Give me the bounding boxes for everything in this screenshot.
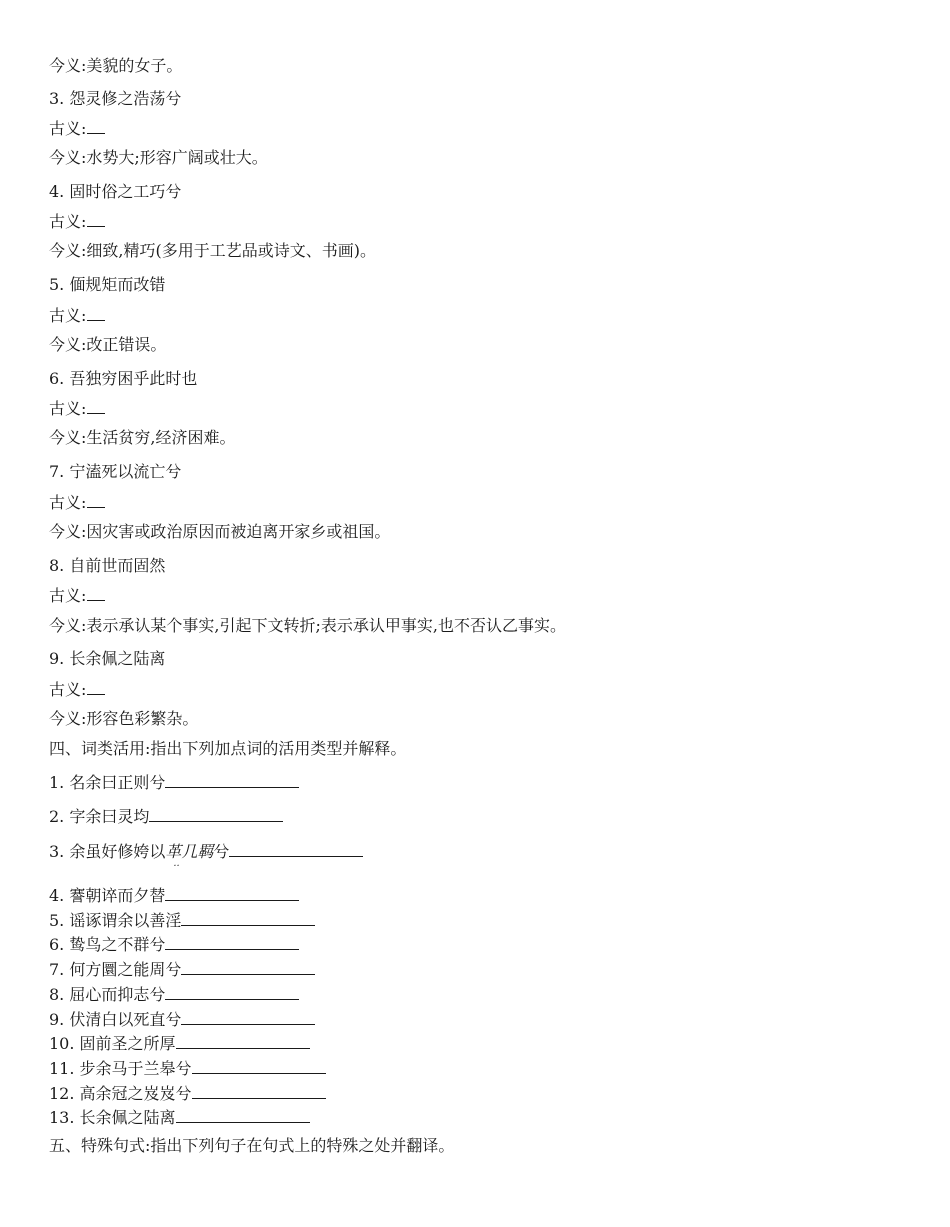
line-text: 古义:: [49, 586, 87, 605]
modern-meaning-line: [49, 241, 376, 261]
line-text: 古义:: [49, 306, 87, 325]
line-text: 1. 名余曰正则兮: [49, 773, 166, 792]
modern-meaning-line: [49, 335, 166, 355]
emphasis-dots: ··: [173, 861, 180, 872]
question-item: [49, 773, 299, 793]
line-text: 8. 自前世而固然: [49, 556, 166, 575]
question-item: [49, 985, 299, 1005]
line-text: 9. 长余佩之陆离: [49, 649, 166, 668]
question-item: [49, 89, 181, 109]
question-item: [49, 1010, 315, 1030]
answer-blank[interactable]: [229, 842, 363, 857]
ancient-meaning-line: [49, 586, 105, 606]
question-item: [49, 1108, 310, 1128]
question-item: [49, 911, 315, 931]
answer-blank[interactable]: [165, 935, 299, 950]
line-text: 五、特殊句式:指出下列句子在句式上的特殊之处并翻译。: [49, 1136, 455, 1155]
line-text: 四、词类活用:指出下列加点词的活用类型并解释。: [49, 739, 407, 758]
question-item: [49, 842, 363, 872]
answer-blank[interactable]: [165, 985, 299, 1000]
line-text: 8. 屈心而抑志兮: [49, 985, 166, 1004]
modern-meaning-line: [49, 56, 182, 76]
ancient-meaning-line: [49, 680, 105, 700]
answer-blank[interactable]: [176, 1108, 310, 1123]
question-item: [49, 807, 283, 827]
answer-blank[interactable]: [165, 773, 299, 788]
answer-blank[interactable]: [192, 1084, 326, 1099]
answer-blank[interactable]: [192, 1059, 326, 1074]
line-text: 12. 高余冠之岌岌兮: [49, 1084, 192, 1103]
line-text: 13. 长余佩之陆离: [49, 1108, 176, 1127]
line-text: 11. 步余马于兰皋兮: [49, 1059, 192, 1078]
line-text: 5. 谣诼谓余以善淫: [49, 911, 182, 930]
section-heading: [49, 739, 406, 759]
line-text: 7. 何方圜之能周兮: [49, 960, 182, 979]
question-item: [49, 886, 299, 906]
question-item: [49, 935, 299, 955]
answer-blank[interactable]: [165, 886, 299, 901]
line-text: 5. 偭规矩而改错: [49, 275, 166, 294]
line-text: 古义:: [49, 119, 87, 138]
modern-meaning-line: [49, 148, 268, 168]
modern-meaning-line: [49, 709, 198, 729]
answer-blank[interactable]: [87, 680, 105, 695]
answer-blank[interactable]: [87, 399, 105, 414]
line-text: 古义:: [49, 399, 87, 418]
question-item: [49, 275, 165, 295]
line-text: 今义:细致,精巧(多用于工艺品或诗文、书画)。: [49, 241, 376, 260]
modern-meaning-line: [49, 428, 235, 448]
answer-blank[interactable]: [176, 1034, 310, 1049]
question-item: [49, 369, 197, 389]
line-text: 古义:: [49, 212, 87, 231]
line-text: 今义:因灾害或政治原因而被迫离开家乡或祖国。: [49, 522, 391, 541]
modern-meaning-line: [49, 616, 566, 636]
line-text: 3. 怨灵修之浩荡兮: [49, 89, 182, 108]
emphasized-term: [165, 842, 214, 872]
line-text: 今义:水势大;形容广阔或壮大。: [49, 148, 268, 167]
line-text: 3. 余虽好修姱以: [49, 842, 166, 861]
answer-blank[interactable]: [87, 212, 105, 227]
answer-blank[interactable]: [87, 586, 105, 601]
line-text: 6. 吾独穷困乎此时也: [49, 369, 198, 388]
line-text: 古义:: [49, 680, 87, 699]
ancient-meaning-line: [49, 306, 105, 326]
line-text: 6. 鸷鸟之不群兮: [49, 935, 166, 954]
answer-blank[interactable]: [87, 306, 105, 321]
line-text: 今义:改正错误。: [49, 335, 167, 354]
ancient-meaning-line: [49, 119, 105, 139]
line-text: 4. 謇朝谇而夕替: [49, 886, 166, 905]
line-text: 9. 伏清白以死直兮: [49, 1010, 182, 1029]
answer-blank[interactable]: [149, 807, 283, 822]
question-item: [49, 1059, 326, 1079]
term-text: 革几羁: [165, 842, 214, 861]
line-text: 今义:生活贫穷,经济困难。: [49, 428, 236, 447]
ancient-meaning-line: [49, 212, 105, 232]
question-item: [49, 556, 165, 576]
line-text: 今义:表示承认某个事实,引起下文转折;表示承认甲事实,也不否认乙事实。: [49, 616, 566, 635]
question-item: [49, 649, 165, 669]
ancient-meaning-line: [49, 399, 105, 419]
answer-blank[interactable]: [87, 119, 105, 134]
modern-meaning-line: [49, 522, 390, 542]
line-text: 今义:形容色彩繁杂。: [49, 709, 199, 728]
line-text: 今义:美貌的女子。: [49, 56, 183, 75]
line-text: 4. 固时俗之工巧兮: [49, 182, 182, 201]
question-item: [49, 462, 181, 482]
answer-blank[interactable]: [181, 1010, 315, 1025]
answer-blank[interactable]: [87, 493, 105, 508]
line-text: 兮: [213, 842, 230, 861]
answer-blank[interactable]: [181, 960, 315, 975]
answer-blank[interactable]: [181, 911, 315, 926]
line-text: 古义:: [49, 493, 87, 512]
line-text: 2. 字余曰灵均: [49, 807, 150, 826]
line-text: 7. 宁溘死以流亡兮: [49, 462, 182, 481]
question-item: [49, 1034, 310, 1054]
question-item: [49, 182, 181, 202]
line-text: 10. 固前圣之所厚: [49, 1034, 176, 1053]
question-item: [49, 1084, 326, 1104]
question-item: [49, 960, 315, 980]
section-heading: [49, 1136, 454, 1156]
ancient-meaning-line: [49, 493, 105, 513]
